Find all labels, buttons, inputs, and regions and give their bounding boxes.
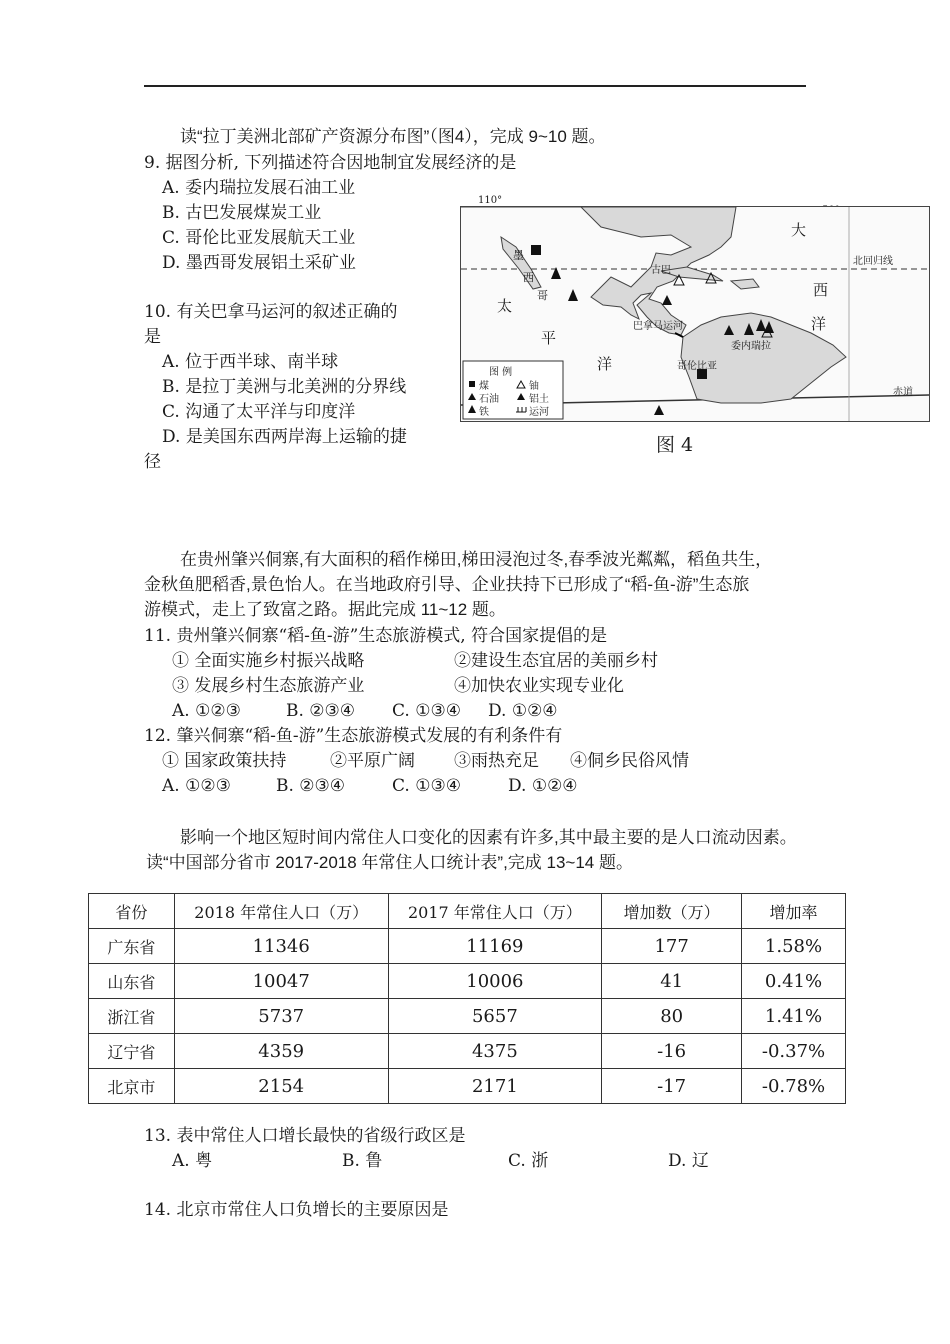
q11-item-2: ②建设生态宜居的美丽乡村: [454, 651, 658, 671]
q11-12-intro-line2: 金秋鱼肥稻香,景色怡人。在当地政府引导、企业扶持下已形成了“稻-鱼-游”生态旅: [144, 575, 750, 594]
table-cell: 山东省: [89, 964, 175, 999]
q11-12-intro-line3: 游模式，走上了致富之路。据此完成 11~12 题。: [144, 600, 506, 619]
q10-stem-line2: 是: [144, 327, 161, 347]
bauxite-symbol: [662, 295, 672, 305]
map-label-pacific-3: 洋: [597, 355, 613, 373]
table-cell: 41: [602, 964, 742, 999]
q10-stem-line1: 10. 有关巴拿马运河的叙述正确的: [144, 302, 398, 322]
q11-item-1: ① 全面实施乡村振兴战略: [172, 651, 365, 671]
table-cell: 1.41%: [742, 999, 846, 1034]
legend-iron: 铁: [479, 407, 489, 418]
q11-option-b: B. ②③④: [286, 701, 356, 721]
map-label-cuba: 古巴: [651, 265, 671, 276]
map-label-mexico-2: 西: [523, 271, 534, 284]
latin-america-mineral-map: [460, 206, 930, 422]
q11-option-d: D. ①②④: [488, 701, 558, 721]
q13-14-intro-line1: 影响一个地区短时间内常住人口变化的因素有许多,其中最主要的是人口流动因素。: [180, 828, 797, 847]
q12-item-3: ③雨热充足: [454, 751, 539, 771]
q13-option-b: B. 鲁: [342, 1151, 383, 1171]
q12-item-4: ④侗乡民俗风情: [570, 751, 689, 771]
table-cell: 4359: [174, 1034, 388, 1069]
map-label-pacific-1: 太: [497, 297, 513, 315]
q9-option-d: D. 墨西哥发展铝土采矿业: [162, 253, 356, 273]
q13-option-c: C. 浙: [508, 1151, 549, 1171]
q13-option-d: D. 辽: [668, 1151, 709, 1171]
table-cell: 10047: [174, 964, 388, 999]
map-label-mexico-3: 哥: [537, 289, 548, 302]
table-row: [89, 1034, 846, 1069]
table-cell: 11346: [174, 929, 388, 964]
map-caption: 图 4: [656, 434, 694, 456]
q10-option-c: C. 沟通了太平洋与印度洋: [162, 402, 356, 422]
map-label-mexico-1: 墨: [513, 249, 524, 262]
map-label-pacific-2: 平: [541, 329, 557, 347]
q9-10-intro: 读“拉丁美洲北部矿产资源分布图”（图4），完成 9~10 题。: [180, 127, 606, 146]
table-cell: 0.41%: [742, 964, 846, 999]
q11-12-intro-line1: 在贵州肇兴侗寨,有大面积的稻作梯田,梯田浸泡过冬,春季波光粼粼，稻鱼共生，: [180, 550, 773, 569]
q9-option-b: B. 古巴发展煤炭工业: [162, 203, 322, 223]
map-label-venezuela: 委内瑞拉: [731, 341, 771, 352]
table-row: [89, 999, 846, 1034]
q11-stem: 11. 贵州肇兴侗寨“稻-鱼-游”生态旅游模式, 符合国家提倡的是: [144, 626, 608, 646]
table-row: [89, 929, 846, 964]
table-header-row: [89, 894, 846, 929]
table-header: 2018 年常住人口（万）: [174, 894, 388, 929]
table-cell: 浙江省: [89, 999, 175, 1034]
q14-stem: 14. 北京市常住人口负增长的主要原因是: [144, 1200, 449, 1220]
legend-uranium: 铀: [529, 381, 539, 392]
table-cell: 5657: [388, 999, 602, 1034]
table-cell: 80: [602, 999, 742, 1034]
legend-bauxite: 铝土: [529, 394, 549, 405]
table-row: [89, 1069, 846, 1104]
table-row: [89, 964, 846, 999]
table-cell: 2171: [388, 1069, 602, 1104]
q10-option-a: A. 位于西半球、南半球: [162, 352, 339, 372]
q12-option-d: D. ①②④: [508, 776, 578, 796]
legend-coal: 煤: [479, 381, 489, 392]
table-cell: 10006: [388, 964, 602, 999]
q12-item-2: ②平原广阔: [330, 751, 415, 771]
q12-stem: 12. 肇兴侗寨“稻-鱼-游”生态旅游模式发展的有利条件有: [144, 726, 563, 746]
table-cell: -0.78%: [742, 1069, 846, 1104]
table-cell: 4375: [388, 1034, 602, 1069]
table-header: 增加率: [742, 894, 846, 929]
q9-option-a: A. 委内瑞拉发展石油工业: [162, 178, 356, 198]
map-label-panama: 巴拿马运河: [633, 321, 683, 332]
table-cell: 北京市: [89, 1069, 175, 1104]
coal-symbol: [531, 245, 541, 255]
q11-option-c: C. ①③④: [392, 701, 461, 721]
header-rule: [144, 85, 806, 87]
table-header: 省份: [89, 894, 175, 929]
legend-coal-icon: [469, 381, 475, 387]
legend-title: 图 例: [489, 367, 513, 378]
map-label-atlantic-3: 洋: [811, 315, 827, 333]
q13-14-intro-line2: 读“中国部分省市 2017-2018 年常住人口统计表”,完成 13~14 题。: [146, 853, 633, 872]
table-cell: 11169: [388, 929, 602, 964]
q12-option-b: B. ②③④: [276, 776, 346, 796]
q9-option-c: C. 哥伦比亚发展航天工业: [162, 228, 356, 248]
q11-item-3: ③ 发展乡村生态旅游产业: [172, 676, 365, 696]
table-header: 2017 年常住人口（万）: [388, 894, 602, 929]
oil-symbol: [568, 289, 578, 301]
q10-option-d-line2: 径: [144, 452, 161, 472]
table-cell: -0.37%: [742, 1034, 846, 1069]
table-cell: 辽宁省: [89, 1034, 175, 1069]
map-lon-left: 110°: [478, 195, 503, 206]
q12-option-c: C. ①③④: [392, 776, 461, 796]
q13-option-a: A. 粤: [172, 1151, 213, 1171]
q13-stem: 13. 表中常住人口增长最快的省级行政区是: [144, 1126, 466, 1146]
oil-symbol: [654, 405, 664, 415]
table-cell: 1.58%: [742, 929, 846, 964]
table-cell: 广东省: [89, 929, 175, 964]
population-table: [88, 893, 846, 1104]
q12-option-a: A. ①②③: [162, 776, 231, 796]
q10-option-d-line1: D. 是美国东西两岸海上运输的捷: [162, 427, 407, 447]
table-cell: -16: [602, 1034, 742, 1069]
q11-item-4: ④加快农业实现专业化: [454, 676, 624, 696]
map-label-colombia: 哥伦比亚: [677, 361, 717, 372]
map-label-atlantic-1: 大: [791, 221, 807, 239]
map-label-tropic: 北回归线: [853, 256, 893, 267]
table-header: 增加数（万）: [602, 894, 742, 929]
q11-option-a: A. ①②③: [172, 701, 241, 721]
table-cell: 2154: [174, 1069, 388, 1104]
table-cell: 5737: [174, 999, 388, 1034]
table-cell: -17: [602, 1069, 742, 1104]
map-label-atlantic-2: 西: [813, 281, 829, 299]
q10-option-b: B. 是拉丁美洲与北美洲的分界线: [162, 377, 407, 397]
table-cell: 177: [602, 929, 742, 964]
q9-stem: 9. 据图分析, 下列描述符合因地制宜发展经济的是: [144, 153, 517, 173]
legend-oil: 石油: [479, 394, 499, 405]
q12-item-1: ① 国家政策扶持: [162, 751, 287, 771]
legend-canal: 运河: [529, 407, 549, 418]
map-label-equator: 赤道: [893, 387, 913, 398]
